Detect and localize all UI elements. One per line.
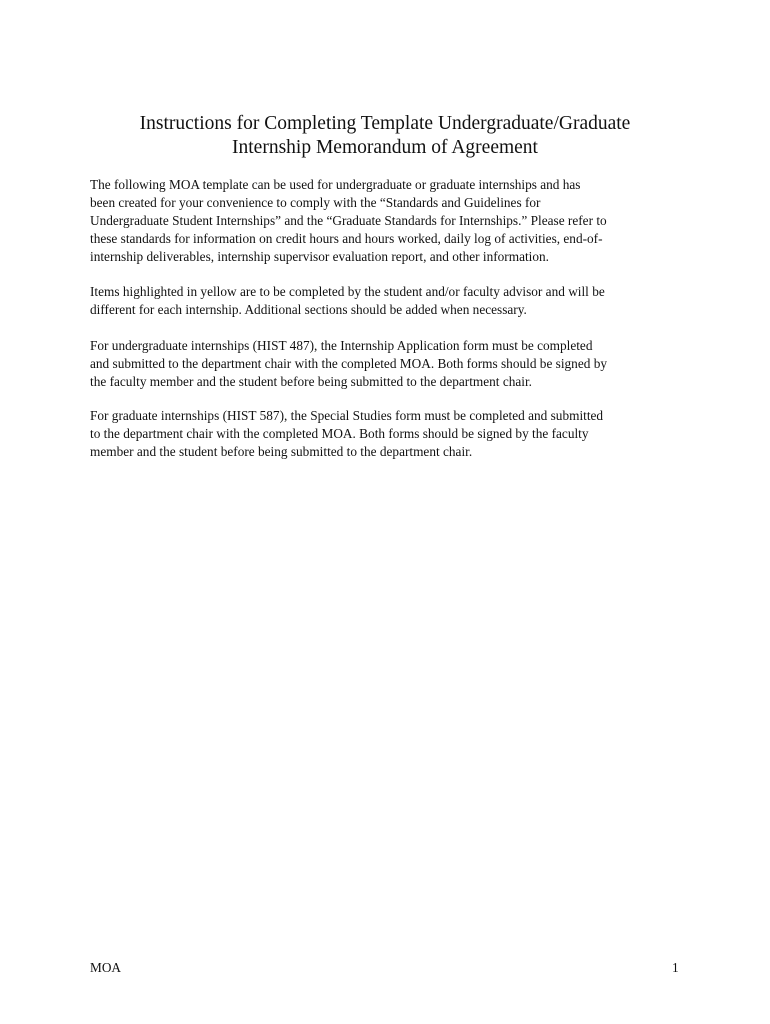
footer-label: MOA — [90, 960, 122, 975]
title-line-1: Instructions for Completing Template Undergraduate/Graduate — [139, 113, 631, 134]
paragraph-line: For graduate internships (HIST 587), the Special Studies form must be completed and submitted — [90, 408, 604, 423]
paragraph-line: and submitted to the department chair with the completed MOA. Both forms should be signed by — [90, 356, 608, 371]
page-number: 1 — [672, 960, 679, 975]
paragraph-undergraduate-internships — [90, 337, 690, 391]
paragraph-line: the faculty member and the student before being submitted to the department chair. — [90, 374, 532, 389]
paragraph-line: these standards for information on credit hours and hours worked, daily log of activities, end-of- — [90, 231, 603, 246]
title-line-2: Internship Memorandum of Agreement — [232, 137, 538, 158]
paragraph-graduate-internships — [90, 407, 690, 461]
paragraph-line: Undergraduate Student Internships” and the “Graduate Standards for Internships.” Please refer to — [90, 213, 607, 228]
paragraph-line: member and the student before being submitted to the department chair. — [90, 444, 473, 459]
paragraph-yellow-items — [90, 283, 690, 319]
paragraph-line: been created for your convenience to comply with the “Standards and Guidelines for — [90, 195, 541, 210]
paragraph-line: different for each internship. Additional sections should be added when necessary. — [90, 302, 527, 317]
paragraph-moa-template — [90, 176, 690, 266]
paragraph-line: to the department chair with the completed MOA. Both forms should be signed by the faculty — [90, 426, 589, 441]
paragraph-line: internship deliverables, internship supervisor evaluation report, and other information. — [90, 249, 549, 264]
document-title — [0, 112, 770, 160]
paragraph-line: Items highlighted in yellow are to be completed by the student and/or faculty advisor and will be — [90, 284, 605, 299]
paragraph-line: For undergraduate internships (HIST 487), the Internship Application form must be completed — [90, 338, 593, 353]
paragraph-line: The following MOA template can be used for undergraduate or graduate internships and has — [90, 177, 581, 192]
